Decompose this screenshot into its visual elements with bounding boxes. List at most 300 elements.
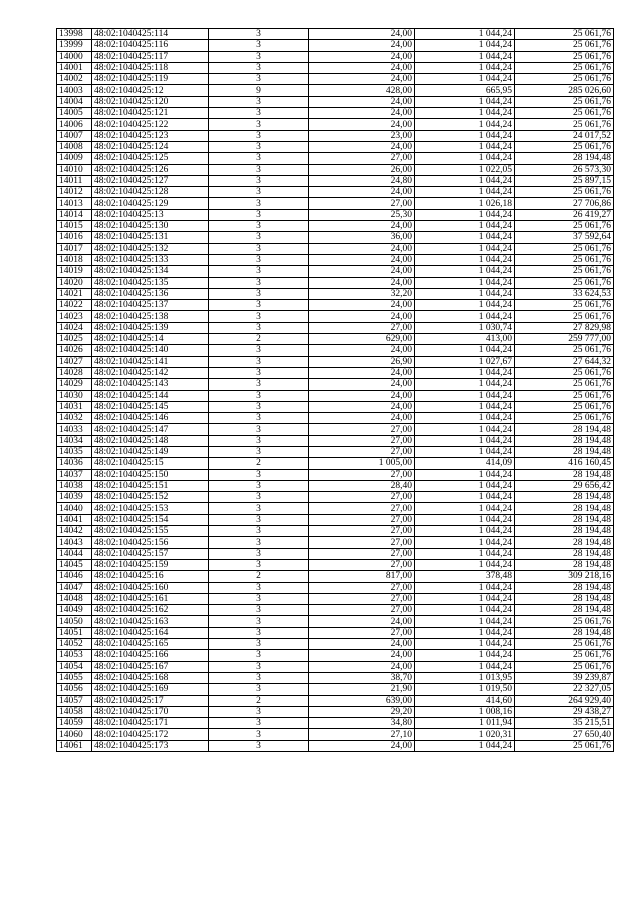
cadastral-value-cell: 25 061,76 (515, 401, 614, 412)
table-row (57, 446, 614, 457)
unit-value-cell: 414,09 (415, 458, 515, 469)
unit-value-cell: 1 019,50 (415, 684, 515, 695)
category-cell: 3 (209, 650, 309, 661)
area-cell: 24,00 (309, 141, 415, 152)
cadastral-number-cell: 48:02:1040425:172 (92, 729, 209, 740)
table-row (57, 356, 614, 367)
table-row (57, 661, 614, 672)
unit-value-cell: 1 044,24 (415, 232, 515, 243)
unit-value-cell: 1 044,24 (415, 175, 515, 186)
table-row (57, 62, 614, 73)
cadastral-value-cell: 27 829,98 (515, 322, 614, 333)
cadastral-number-cell: 48:02:1040425:171 (92, 718, 209, 729)
row-number-cell: 14013 (57, 198, 92, 209)
cadastral-number-cell: 48:02:1040425:159 (92, 559, 209, 570)
row-number-cell: 14053 (57, 650, 92, 661)
cadastral-value-cell: 28 194,48 (515, 503, 614, 514)
area-cell: 24,00 (309, 266, 415, 277)
row-number-cell: 14001 (57, 62, 92, 73)
cadastral-number-cell: 48:02:1040425:133 (92, 254, 209, 265)
row-number-cell: 14055 (57, 672, 92, 683)
cadastral-number-cell: 48:02:1040425:128 (92, 187, 209, 198)
category-cell: 3 (209, 480, 309, 491)
cadastral-value-cell: 25 061,76 (515, 390, 614, 401)
cadastral-value-cell: 28 194,48 (515, 153, 614, 164)
cadastral-value-cell: 25 061,76 (515, 300, 614, 311)
cadastral-number-cell: 48:02:1040425:165 (92, 639, 209, 650)
area-cell: 27,00 (309, 446, 415, 457)
cadastral-number-cell: 48:02:1040425:167 (92, 661, 209, 672)
cadastral-value-cell: 25 061,76 (515, 62, 614, 73)
cadastral-number-cell: 48:02:1040425:148 (92, 435, 209, 446)
row-number-cell: 14015 (57, 221, 92, 232)
cadastral-number-cell: 48:02:1040425:138 (92, 311, 209, 322)
row-number-cell: 14005 (57, 108, 92, 119)
cadastral-value-cell: 28 194,48 (515, 514, 614, 525)
row-number-cell: 14029 (57, 379, 92, 390)
table-row (57, 141, 614, 152)
category-cell: 3 (209, 537, 309, 548)
cadastral-value-cell: 25 061,76 (515, 29, 614, 40)
table-row (57, 401, 614, 412)
cadastral-number-cell: 48:02:1040425:126 (92, 164, 209, 175)
table-row (57, 108, 614, 119)
cadastral-number-cell: 48:02:1040425:136 (92, 288, 209, 299)
area-cell: 24,00 (309, 390, 415, 401)
cadastral-number-cell: 48:02:1040425:119 (92, 74, 209, 85)
cadastral-number-cell: 48:02:1040425:15 (92, 458, 209, 469)
unit-value-cell: 1 044,24 (415, 209, 515, 220)
category-cell: 3 (209, 356, 309, 367)
table-row (57, 277, 614, 288)
row-number-cell: 14049 (57, 605, 92, 616)
cadastral-number-cell: 48:02:1040425:151 (92, 480, 209, 491)
area-cell: 27,00 (309, 514, 415, 525)
table-row (57, 616, 614, 627)
area-cell: 27,10 (309, 729, 415, 740)
category-cell: 2 (209, 571, 309, 582)
category-cell: 3 (209, 718, 309, 729)
cadastral-number-cell: 48:02:1040425:146 (92, 413, 209, 424)
area-cell: 23,00 (309, 130, 415, 141)
cadastral-value-cell: 35 215,51 (515, 718, 614, 729)
row-number-cell: 14023 (57, 311, 92, 322)
area-cell: 24,00 (309, 40, 415, 51)
table-row (57, 729, 614, 740)
unit-value-cell: 1 044,24 (415, 141, 515, 152)
area-cell: 26,00 (309, 164, 415, 175)
row-number-cell: 14051 (57, 627, 92, 638)
category-cell: 3 (209, 266, 309, 277)
row-number-cell: 14028 (57, 367, 92, 378)
unit-value-cell: 1 044,24 (415, 401, 515, 412)
category-cell: 3 (209, 559, 309, 570)
unit-value-cell: 1 044,24 (415, 413, 515, 424)
area-cell: 32,20 (309, 288, 415, 299)
table-row (57, 458, 614, 469)
cadastral-value-cell: 25 061,76 (515, 661, 614, 672)
category-cell: 3 (209, 605, 309, 616)
unit-value-cell: 1 044,24 (415, 221, 515, 232)
category-cell: 3 (209, 209, 309, 220)
unit-value-cell: 1 044,24 (415, 254, 515, 265)
area-cell: 34,80 (309, 718, 415, 729)
row-number-cell: 14030 (57, 390, 92, 401)
table-row (57, 413, 614, 424)
area-cell: 24,00 (309, 243, 415, 254)
category-cell: 3 (209, 492, 309, 503)
cadastral-value-cell: 28 194,48 (515, 605, 614, 616)
row-number-cell: 14041 (57, 514, 92, 525)
category-cell: 3 (209, 96, 309, 107)
category-cell: 3 (209, 672, 309, 683)
row-number-cell: 14000 (57, 51, 92, 62)
cadastral-value-cell: 26 419,27 (515, 209, 614, 220)
cadastral-value-cell: 26 573,30 (515, 164, 614, 175)
table-row (57, 29, 614, 40)
table-row (57, 119, 614, 130)
area-cell: 26,90 (309, 356, 415, 367)
unit-value-cell: 1 044,24 (415, 266, 515, 277)
table-row (57, 266, 614, 277)
cadastral-number-cell: 48:02:1040425:170 (92, 706, 209, 717)
table-row (57, 51, 614, 62)
cadastral-number-cell: 48:02:1040425:162 (92, 605, 209, 616)
table-row (57, 537, 614, 548)
cadastral-number-cell: 48:02:1040425:125 (92, 153, 209, 164)
table-row (57, 221, 614, 232)
row-number-cell: 14017 (57, 243, 92, 254)
cadastral-number-cell: 48:02:1040425:164 (92, 627, 209, 638)
area-cell: 27,00 (309, 605, 415, 616)
area-cell: 24,00 (309, 379, 415, 390)
row-number-cell: 14043 (57, 537, 92, 548)
area-cell: 1 005,00 (309, 458, 415, 469)
row-number-cell: 14046 (57, 571, 92, 582)
category-cell: 3 (209, 254, 309, 265)
area-cell: 24,00 (309, 51, 415, 62)
cadastral-value-cell: 29 656,42 (515, 480, 614, 491)
cadastral-value-cell: 28 194,48 (515, 582, 614, 593)
area-cell: 24,00 (309, 650, 415, 661)
row-number-cell: 14059 (57, 718, 92, 729)
category-cell: 3 (209, 311, 309, 322)
cadastral-number-cell: 48:02:1040425:120 (92, 96, 209, 107)
table-row (57, 175, 614, 186)
unit-value-cell: 1 044,24 (415, 627, 515, 638)
row-number-cell: 14009 (57, 153, 92, 164)
category-cell: 3 (209, 548, 309, 559)
category-cell: 3 (209, 401, 309, 412)
category-cell: 3 (209, 740, 309, 751)
unit-value-cell: 378,48 (415, 571, 515, 582)
row-number-cell: 14040 (57, 503, 92, 514)
category-cell: 3 (209, 243, 309, 254)
cadastral-number-cell: 48:02:1040425:131 (92, 232, 209, 243)
area-cell: 24,00 (309, 187, 415, 198)
cadastral-value-cell: 25 061,76 (515, 413, 614, 424)
unit-value-cell: 1 044,24 (415, 582, 515, 593)
unit-value-cell: 1 044,24 (415, 300, 515, 311)
area-cell: 38,70 (309, 672, 415, 683)
row-number-cell: 14002 (57, 74, 92, 85)
cadastral-value-cell: 28 194,48 (515, 435, 614, 446)
table-row (57, 514, 614, 525)
cadastral-value-cell: 25 061,76 (515, 187, 614, 198)
cadastral-number-cell: 48:02:1040425:156 (92, 537, 209, 548)
row-number-cell: 14048 (57, 593, 92, 604)
row-number-cell: 13998 (57, 29, 92, 40)
area-cell: 24,00 (309, 401, 415, 412)
category-cell: 3 (209, 526, 309, 537)
unit-value-cell: 1 044,24 (415, 435, 515, 446)
category-cell: 3 (209, 345, 309, 356)
category-cell: 9 (209, 85, 309, 96)
unit-value-cell: 1 044,24 (415, 650, 515, 661)
cadastral-number-cell: 48:02:1040425:157 (92, 548, 209, 559)
area-cell: 27,00 (309, 492, 415, 503)
category-cell: 3 (209, 469, 309, 480)
row-number-cell: 14045 (57, 559, 92, 570)
area-cell: 27,00 (309, 582, 415, 593)
category-cell: 3 (209, 390, 309, 401)
area-cell: 27,00 (309, 153, 415, 164)
row-number-cell: 14011 (57, 175, 92, 186)
table-row (57, 526, 614, 537)
cadastral-value-cell: 416 160,45 (515, 458, 614, 469)
area-cell: 27,00 (309, 559, 415, 570)
row-number-cell: 14042 (57, 526, 92, 537)
area-cell: 24,00 (309, 277, 415, 288)
category-cell: 3 (209, 684, 309, 695)
category-cell: 3 (209, 187, 309, 198)
area-cell: 24,00 (309, 221, 415, 232)
category-cell: 3 (209, 514, 309, 525)
cadastral-number-cell: 48:02:1040425:121 (92, 108, 209, 119)
unit-value-cell: 1 044,24 (415, 345, 515, 356)
cadastral-value-cell: 28 194,48 (515, 627, 614, 638)
table-row (57, 718, 614, 729)
category-cell: 3 (209, 232, 309, 243)
area-cell: 24,00 (309, 413, 415, 424)
table-row (57, 311, 614, 322)
cadastral-number-cell: 48:02:1040425:129 (92, 198, 209, 209)
table-row (57, 300, 614, 311)
category-cell: 3 (209, 379, 309, 390)
table-row (57, 322, 614, 333)
row-number-cell: 14016 (57, 232, 92, 243)
unit-value-cell: 1 044,24 (415, 480, 515, 491)
area-cell: 24,00 (309, 29, 415, 40)
cadastral-value-cell: 25 061,76 (515, 243, 614, 254)
row-number-cell: 14047 (57, 582, 92, 593)
area-cell: 629,00 (309, 334, 415, 345)
row-number-cell: 14022 (57, 300, 92, 311)
cadastral-number-cell: 48:02:1040425:145 (92, 401, 209, 412)
unit-value-cell: 1 044,24 (415, 593, 515, 604)
area-cell: 24,00 (309, 74, 415, 85)
cadastral-value-cell: 37 592,64 (515, 232, 614, 243)
cadastral-value-cell: 22 327,05 (515, 684, 614, 695)
row-number-cell: 14054 (57, 661, 92, 672)
row-number-cell: 14032 (57, 413, 92, 424)
row-number-cell: 14037 (57, 469, 92, 480)
area-cell: 24,00 (309, 639, 415, 650)
cadastral-value-cell: 25 061,76 (515, 108, 614, 119)
cadastral-value-cell: 25 061,76 (515, 379, 614, 390)
table-row (57, 480, 614, 491)
cadastral-number-cell: 48:02:1040425:139 (92, 322, 209, 333)
area-cell: 27,00 (309, 322, 415, 333)
row-number-cell: 14061 (57, 740, 92, 751)
category-cell: 3 (209, 582, 309, 593)
cadastral-number-cell: 48:02:1040425:143 (92, 379, 209, 390)
category-cell: 3 (209, 435, 309, 446)
cadastral-number-cell: 48:02:1040425:155 (92, 526, 209, 537)
unit-value-cell: 1 044,24 (415, 311, 515, 322)
unit-value-cell: 1 044,24 (415, 379, 515, 390)
cadastral-value-cell: 33 624,53 (515, 288, 614, 299)
table-row (57, 435, 614, 446)
row-number-cell: 14056 (57, 684, 92, 695)
table-row (57, 605, 614, 616)
table-row (57, 469, 614, 480)
table-row (57, 254, 614, 265)
cadastral-value-cell: 24 017,52 (515, 130, 614, 141)
cadastral-value-cell: 25 061,76 (515, 74, 614, 85)
cadastral-number-cell: 48:02:1040425:154 (92, 514, 209, 525)
row-number-cell: 14020 (57, 277, 92, 288)
category-cell: 3 (209, 288, 309, 299)
cadastral-value-cell: 25 061,76 (515, 311, 614, 322)
row-number-cell: 14018 (57, 254, 92, 265)
cadastral-number-cell: 48:02:1040425:152 (92, 492, 209, 503)
table-row (57, 627, 614, 638)
area-cell: 24,00 (309, 311, 415, 322)
table-row (57, 390, 614, 401)
category-cell: 3 (209, 62, 309, 73)
row-number-cell: 14010 (57, 164, 92, 175)
area-cell: 817,00 (309, 571, 415, 582)
cadastral-number-cell: 48:02:1040425:153 (92, 503, 209, 514)
area-cell: 24,00 (309, 119, 415, 130)
category-cell: 3 (209, 277, 309, 288)
row-number-cell: 14019 (57, 266, 92, 277)
area-cell: 29,20 (309, 706, 415, 717)
cadastral-value-cell: 27 706,86 (515, 198, 614, 209)
cadastral-value-cell: 25 061,76 (515, 740, 614, 751)
area-cell: 36,00 (309, 232, 415, 243)
row-number-cell: 14008 (57, 141, 92, 152)
category-cell: 3 (209, 221, 309, 232)
table-row (57, 40, 614, 51)
table-row (57, 650, 614, 661)
unit-value-cell: 1 044,24 (415, 40, 515, 51)
unit-value-cell: 1 044,24 (415, 74, 515, 85)
category-cell: 3 (209, 413, 309, 424)
table-row (57, 164, 614, 175)
table-row (57, 130, 614, 141)
table-row (57, 492, 614, 503)
cadastral-value-cell: 25 061,76 (515, 345, 614, 356)
area-cell: 27,00 (309, 627, 415, 638)
cadastral-number-cell: 48:02:1040425:118 (92, 62, 209, 73)
cadastral-number-cell: 48:02:1040425:130 (92, 221, 209, 232)
area-cell: 24,00 (309, 367, 415, 378)
cadastral-value-cell: 27 644,32 (515, 356, 614, 367)
row-number-cell: 14036 (57, 458, 92, 469)
category-cell: 3 (209, 175, 309, 186)
unit-value-cell: 1 008,16 (415, 706, 515, 717)
cadastral-value-cell: 25 061,76 (515, 254, 614, 265)
unit-value-cell: 1 044,24 (415, 62, 515, 73)
row-number-cell: 14057 (57, 695, 92, 706)
area-cell: 27,00 (309, 503, 415, 514)
row-number-cell: 14035 (57, 446, 92, 457)
unit-value-cell: 1 044,24 (415, 119, 515, 130)
category-cell: 3 (209, 108, 309, 119)
unit-value-cell: 1 022,05 (415, 164, 515, 175)
unit-value-cell: 1 044,24 (415, 51, 515, 62)
row-number-cell: 14058 (57, 706, 92, 717)
cadastral-value-cell: 28 194,48 (515, 593, 614, 604)
row-number-cell: 14026 (57, 345, 92, 356)
table-row (57, 706, 614, 717)
unit-value-cell: 1 044,24 (415, 639, 515, 650)
table-row (57, 672, 614, 683)
unit-value-cell: 1 044,24 (415, 492, 515, 503)
cadastral-number-cell: 48:02:1040425:137 (92, 300, 209, 311)
area-cell: 24,00 (309, 345, 415, 356)
table-row (57, 85, 614, 96)
unit-value-cell: 1 044,24 (415, 277, 515, 288)
category-cell: 3 (209, 40, 309, 51)
category-cell: 3 (209, 198, 309, 209)
cadastral-value-cell: 25 061,76 (515, 650, 614, 661)
category-cell: 3 (209, 51, 309, 62)
category-cell: 3 (209, 593, 309, 604)
cadastral-value-cell: 264 929,40 (515, 695, 614, 706)
row-number-cell: 14033 (57, 424, 92, 435)
unit-value-cell: 1 044,24 (415, 514, 515, 525)
unit-value-cell: 1 044,24 (415, 130, 515, 141)
row-number-cell: 14006 (57, 119, 92, 130)
area-cell: 24,00 (309, 108, 415, 119)
unit-value-cell: 1 044,24 (415, 526, 515, 537)
category-cell: 3 (209, 424, 309, 435)
area-cell: 24,80 (309, 175, 415, 186)
area-cell: 24,00 (309, 300, 415, 311)
unit-value-cell: 1 044,24 (415, 469, 515, 480)
table-row (57, 571, 614, 582)
table-row (57, 695, 614, 706)
table-row (57, 548, 614, 559)
category-cell: 3 (209, 153, 309, 164)
row-number-cell: 14007 (57, 130, 92, 141)
area-cell: 27,00 (309, 593, 415, 604)
area-cell: 27,00 (309, 469, 415, 480)
unit-value-cell: 1 027,67 (415, 356, 515, 367)
row-number-cell: 14031 (57, 401, 92, 412)
category-cell: 2 (209, 334, 309, 345)
cadastral-number-cell: 48:02:1040425:13 (92, 209, 209, 220)
row-number-cell: 14003 (57, 85, 92, 96)
unit-value-cell: 413,00 (415, 334, 515, 345)
table-row (57, 187, 614, 198)
area-cell: 27,00 (309, 526, 415, 537)
cadastral-value-cell: 25 061,76 (515, 616, 614, 627)
unit-value-cell: 1 044,24 (415, 740, 515, 751)
